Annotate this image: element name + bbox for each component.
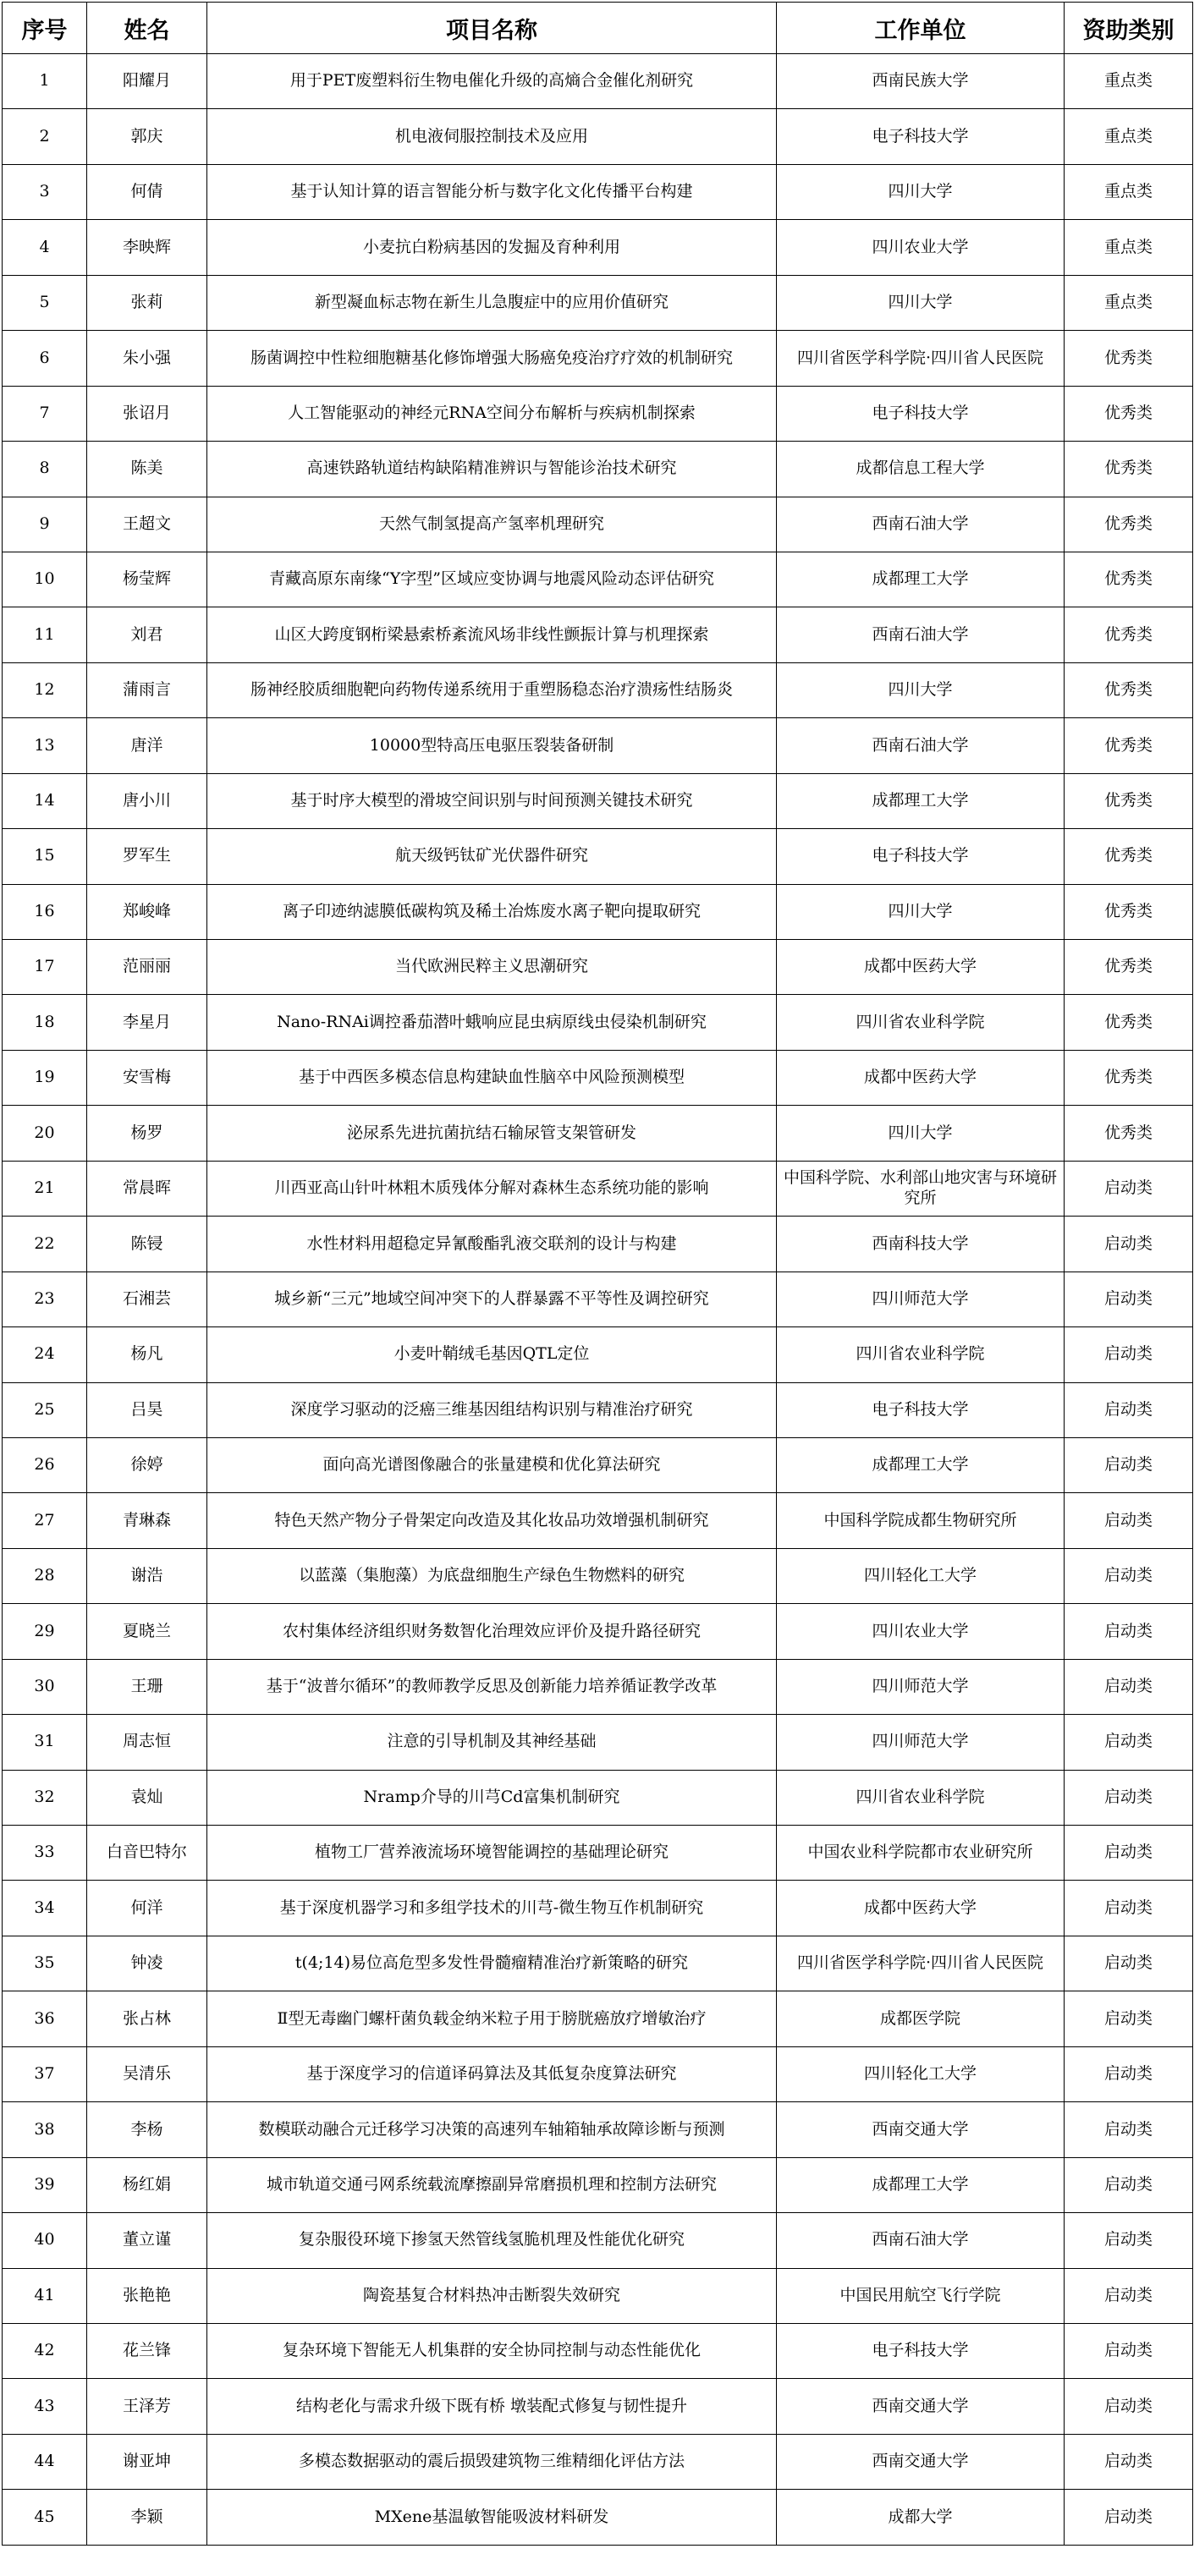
table-row xyxy=(3,1382,1193,1437)
cell-unit: 四川师范大学 xyxy=(777,1659,1065,1714)
cell-project: 植物工厂营养液流场环境智能调控的基础理论研究 xyxy=(207,1826,777,1881)
cell-category: 启动类 xyxy=(1065,2323,1193,2378)
cell-name: 郭庆 xyxy=(87,109,207,164)
cell-project: 城乡新“三元”地域空间冲突下的人群暴露不平等性及调控研究 xyxy=(207,1272,777,1326)
cell-no: 18 xyxy=(3,995,87,1050)
cell-category: 优秀类 xyxy=(1065,773,1193,828)
cell-unit: 西南交通大学 xyxy=(777,2379,1065,2434)
table-row xyxy=(3,1217,1193,1272)
cell-unit: 成都中医药大学 xyxy=(777,940,1065,995)
cell-category: 重点类 xyxy=(1065,109,1193,164)
cell-unit: 西南科技大学 xyxy=(777,1217,1065,1272)
table-row xyxy=(3,2434,1193,2489)
cell-name: 青琳森 xyxy=(87,1493,207,1548)
cell-no: 10 xyxy=(3,552,87,607)
cell-category: 重点类 xyxy=(1065,220,1193,275)
cell-no: 33 xyxy=(3,1826,87,1881)
cell-project: MXene基温敏智能吸波材料研发 xyxy=(207,2490,777,2545)
cell-unit: 四川省医学科学院·四川省人民医院 xyxy=(777,331,1065,386)
table-row xyxy=(3,940,1193,995)
cell-project: t(4;14)易位高危型多发性骨髓瘤精准治疗新策略的研究 xyxy=(207,1936,777,1991)
cell-no: 2 xyxy=(3,109,87,164)
funding-table xyxy=(2,2,1193,2546)
cell-no: 32 xyxy=(3,1770,87,1825)
cell-category: 优秀类 xyxy=(1065,497,1193,552)
cell-name: 张诏月 xyxy=(87,386,207,441)
table-row xyxy=(3,442,1193,497)
cell-project: 农村集体经济组织财务数智化治理效应评价及提升路径研究 xyxy=(207,1604,777,1659)
cell-project: 以蓝藻（集胞藻）为底盘细胞生产绿色生物燃料的研究 xyxy=(207,1548,777,1603)
cell-name: 陈美 xyxy=(87,442,207,497)
cell-no: 6 xyxy=(3,331,87,386)
cell-project: 复杂服役环境下掺氢天然管线氢脆机理及性能优化研究 xyxy=(207,2213,777,2268)
cell-unit: 电子科技大学 xyxy=(777,2323,1065,2378)
cell-name: 杨红娟 xyxy=(87,2157,207,2212)
cell-project: 机电液伺服控制技术及应用 xyxy=(207,109,777,164)
cell-name: 安雪梅 xyxy=(87,1050,207,1105)
cell-name: 徐婷 xyxy=(87,1437,207,1492)
cell-unit: 四川大学 xyxy=(777,275,1065,330)
cell-no: 24 xyxy=(3,1327,87,1382)
cell-unit: 成都理工大学 xyxy=(777,2157,1065,2212)
cell-project: 基于时序大模型的滑坡空间识别与时间预测关键技术研究 xyxy=(207,773,777,828)
table-row xyxy=(3,54,1193,109)
cell-category: 启动类 xyxy=(1065,1548,1193,1603)
cell-project: 基于认知计算的语言智能分析与数字化文化传播平台构建 xyxy=(207,164,777,219)
cell-name: 何洋 xyxy=(87,1881,207,1936)
cell-unit: 电子科技大学 xyxy=(777,829,1065,884)
cell-project: 基于“波普尔循环”的教师教学反思及创新能力培养循证教学改革 xyxy=(207,1659,777,1714)
cell-no: 26 xyxy=(3,1437,87,1492)
cell-unit: 西南石油大学 xyxy=(777,607,1065,662)
cell-no: 21 xyxy=(3,1161,87,1216)
cell-no: 28 xyxy=(3,1548,87,1603)
cell-unit: 四川省医学科学院·四川省人民医院 xyxy=(777,1936,1065,1991)
cell-unit: 中国科学院成都生物研究所 xyxy=(777,1493,1065,1548)
cell-category: 优秀类 xyxy=(1065,718,1193,773)
cell-no: 38 xyxy=(3,2102,87,2157)
cell-project: 肠菌调控中性粒细胞糖基化修饰增强大肠癌免疫治疗疗效的机制研究 xyxy=(207,331,777,386)
cell-name: 王泽芳 xyxy=(87,2379,207,2434)
cell-unit: 四川大学 xyxy=(777,662,1065,717)
cell-name: 吕昊 xyxy=(87,1382,207,1437)
cell-project: 基于深度学习的信道译码算法及其低复杂度算法研究 xyxy=(207,2046,777,2101)
table-row xyxy=(3,1493,1193,1548)
cell-unit: 西南石油大学 xyxy=(777,718,1065,773)
cell-project: 高速铁路轨道结构缺陷精准辨识与智能诊治技术研究 xyxy=(207,442,777,497)
cell-unit: 成都理工大学 xyxy=(777,552,1065,607)
cell-no: 3 xyxy=(3,164,87,219)
cell-name: 王珊 xyxy=(87,1659,207,1714)
cell-name: 杨罗 xyxy=(87,1106,207,1161)
cell-unit: 四川省农业科学院 xyxy=(777,1327,1065,1382)
table-row xyxy=(3,1327,1193,1382)
table-row xyxy=(3,1715,1193,1770)
cell-category: 优秀类 xyxy=(1065,331,1193,386)
cell-unit: 成都大学 xyxy=(777,2490,1065,2545)
cell-unit: 四川农业大学 xyxy=(777,220,1065,275)
cell-no: 35 xyxy=(3,1936,87,1991)
table-row xyxy=(3,2046,1193,2101)
cell-unit: 电子科技大学 xyxy=(777,109,1065,164)
table-row xyxy=(3,718,1193,773)
table-row xyxy=(3,829,1193,884)
cell-category: 启动类 xyxy=(1065,1770,1193,1825)
cell-project: 用于PET废塑料衍生物电催化升级的高熵合金催化剂研究 xyxy=(207,54,777,109)
cell-unit: 成都理工大学 xyxy=(777,773,1065,828)
cell-category: 优秀类 xyxy=(1065,552,1193,607)
cell-unit: 西南民族大学 xyxy=(777,54,1065,109)
cell-unit: 四川师范大学 xyxy=(777,1272,1065,1326)
cell-unit: 西南石油大学 xyxy=(777,497,1065,552)
cell-name: 张莉 xyxy=(87,275,207,330)
cell-category: 启动类 xyxy=(1065,2490,1193,2545)
table-row xyxy=(3,2323,1193,2378)
table-row xyxy=(3,1437,1193,1492)
cell-category: 重点类 xyxy=(1065,54,1193,109)
cell-unit: 四川省农业科学院 xyxy=(777,995,1065,1050)
header-row xyxy=(3,3,1193,54)
cell-unit: 四川农业大学 xyxy=(777,1604,1065,1659)
cell-category: 启动类 xyxy=(1065,1604,1193,1659)
cell-no: 45 xyxy=(3,2490,87,2545)
cell-category: 启动类 xyxy=(1065,1715,1193,1770)
table-row xyxy=(3,2102,1193,2157)
table-row xyxy=(3,1548,1193,1603)
table-row xyxy=(3,497,1193,552)
cell-no: 16 xyxy=(3,884,87,939)
table-row xyxy=(3,1659,1193,1714)
cell-name: 阳耀月 xyxy=(87,54,207,109)
cell-project: 小麦叶鞘绒毛基因QTL定位 xyxy=(207,1327,777,1382)
cell-project: 基于深度机器学习和多组学技术的川芎-微生物互作机制研究 xyxy=(207,1881,777,1936)
cell-category: 启动类 xyxy=(1065,1659,1193,1714)
cell-name: 董立谨 xyxy=(87,2213,207,2268)
cell-unit: 成都中医药大学 xyxy=(777,1050,1065,1105)
cell-project: 多模态数据驱动的震后损毁建筑物三维精细化评估方法 xyxy=(207,2434,777,2489)
cell-category: 优秀类 xyxy=(1065,995,1193,1050)
table-row xyxy=(3,662,1193,717)
cell-unit: 四川大学 xyxy=(777,1106,1065,1161)
cell-name: 张占林 xyxy=(87,1991,207,2046)
cell-name: 何倩 xyxy=(87,164,207,219)
cell-project: 山区大跨度钢桁梁悬索桥紊流风场非线性颤振计算与机理探索 xyxy=(207,607,777,662)
cell-name: 夏晓兰 xyxy=(87,1604,207,1659)
cell-name: 钟凌 xyxy=(87,1936,207,1991)
cell-name: 周志恒 xyxy=(87,1715,207,1770)
cell-name: 石湘芸 xyxy=(87,1272,207,1326)
cell-name: 谢浩 xyxy=(87,1548,207,1603)
cell-unit: 四川大学 xyxy=(777,884,1065,939)
cell-name: 李颖 xyxy=(87,2490,207,2545)
cell-name: 李杨 xyxy=(87,2102,207,2157)
cell-project: 特色天然产物分子骨架定向改造及其化妆品功效增强机制研究 xyxy=(207,1493,777,1548)
cell-category: 优秀类 xyxy=(1065,829,1193,884)
cell-category: 启动类 xyxy=(1065,1437,1193,1492)
cell-category: 重点类 xyxy=(1065,164,1193,219)
table-row xyxy=(3,2268,1193,2323)
cell-category: 优秀类 xyxy=(1065,1106,1193,1161)
cell-project: 水性材料用超稳定异氰酸酯乳液交联剂的设计与构建 xyxy=(207,1217,777,1272)
cell-unit: 电子科技大学 xyxy=(777,1382,1065,1437)
cell-category: 启动类 xyxy=(1065,1493,1193,1548)
cell-name: 李星月 xyxy=(87,995,207,1050)
cell-project: 当代欧洲民粹主义思潮研究 xyxy=(207,940,777,995)
table-row xyxy=(3,1106,1193,1161)
header-project: 项目名称 xyxy=(207,3,777,54)
table-row xyxy=(3,1770,1193,1825)
cell-no: 27 xyxy=(3,1493,87,1548)
cell-project: 数模联动融合元迁移学习决策的高速列车轴箱轴承故障诊断与预测 xyxy=(207,2102,777,2157)
cell-category: 优秀类 xyxy=(1065,386,1193,441)
cell-name: 王超文 xyxy=(87,497,207,552)
cell-no: 25 xyxy=(3,1382,87,1437)
table-row xyxy=(3,884,1193,939)
header-name: 姓名 xyxy=(87,3,207,54)
table-row xyxy=(3,220,1193,275)
cell-no: 15 xyxy=(3,829,87,884)
cell-no: 44 xyxy=(3,2434,87,2489)
cell-no: 30 xyxy=(3,1659,87,1714)
cell-no: 39 xyxy=(3,2157,87,2212)
table-row xyxy=(3,1161,1193,1216)
table-row xyxy=(3,275,1193,330)
table-body xyxy=(3,54,1193,2546)
cell-project: 天然气制氢提高产氢率机理研究 xyxy=(207,497,777,552)
cell-category: 启动类 xyxy=(1065,2379,1193,2434)
cell-category: 优秀类 xyxy=(1065,662,1193,717)
cell-project: Nano-RNAi调控番茄潜叶蛾响应昆虫病原线虫侵染机制研究 xyxy=(207,995,777,1050)
cell-project: 城市轨道交通弓网系统载流摩擦副异常磨损机理和控制方法研究 xyxy=(207,2157,777,2212)
cell-project: 肠神经胶质细胞靶向药物传递系统用于重塑肠稳态治疗溃疡性结肠炎 xyxy=(207,662,777,717)
cell-name: 杨莹辉 xyxy=(87,552,207,607)
cell-category: 启动类 xyxy=(1065,1936,1193,1991)
table-row xyxy=(3,2490,1193,2545)
table-row xyxy=(3,995,1193,1050)
cell-no: 7 xyxy=(3,386,87,441)
cell-category: 启动类 xyxy=(1065,1327,1193,1382)
table-row xyxy=(3,1881,1193,1936)
cell-project: 新型凝血标志物在新生儿急腹症中的应用价值研究 xyxy=(207,275,777,330)
cell-project: 青藏高原东南缘“Y字型”区域应变协调与地震风险动态评估研究 xyxy=(207,552,777,607)
cell-unit: 成都中医药大学 xyxy=(777,1881,1065,1936)
cell-project: 注意的引导机制及其神经基础 xyxy=(207,1715,777,1770)
cell-no: 17 xyxy=(3,940,87,995)
cell-no: 40 xyxy=(3,2213,87,2268)
cell-category: 优秀类 xyxy=(1065,1050,1193,1105)
cell-name: 刘君 xyxy=(87,607,207,662)
cell-project: 基于中西医多模态信息构建缺血性脑卒中风险预测模型 xyxy=(207,1050,777,1105)
table-row xyxy=(3,1272,1193,1326)
table-row xyxy=(3,1604,1193,1659)
cell-unit: 电子科技大学 xyxy=(777,386,1065,441)
table-row xyxy=(3,1936,1193,1991)
cell-project: 航天级钙钛矿光伏器件研究 xyxy=(207,829,777,884)
cell-category: 优秀类 xyxy=(1065,442,1193,497)
cell-no: 9 xyxy=(3,497,87,552)
cell-project: 离子印迹纳滤膜低碳构筑及稀土冶炼废水离子靶向提取研究 xyxy=(207,884,777,939)
cell-no: 1 xyxy=(3,54,87,109)
cell-unit: 西南交通大学 xyxy=(777,2102,1065,2157)
table-row xyxy=(3,2157,1193,2212)
cell-name: 袁灿 xyxy=(87,1770,207,1825)
table-row xyxy=(3,552,1193,607)
cell-name: 吴清乐 xyxy=(87,2046,207,2101)
cell-name: 唐洋 xyxy=(87,718,207,773)
cell-name: 常晨晖 xyxy=(87,1161,207,1216)
cell-category: 启动类 xyxy=(1065,2213,1193,2268)
table-row xyxy=(3,607,1193,662)
cell-unit: 四川轻化工大学 xyxy=(777,2046,1065,2101)
cell-no: 43 xyxy=(3,2379,87,2434)
header-unit: 工作单位 xyxy=(777,3,1065,54)
cell-no: 20 xyxy=(3,1106,87,1161)
cell-name: 郑峻峰 xyxy=(87,884,207,939)
cell-category: 启动类 xyxy=(1065,1272,1193,1326)
cell-name: 朱小强 xyxy=(87,331,207,386)
cell-no: 31 xyxy=(3,1715,87,1770)
cell-unit: 西南交通大学 xyxy=(777,2434,1065,2489)
cell-no: 23 xyxy=(3,1272,87,1326)
cell-name: 白音巴特尔 xyxy=(87,1826,207,1881)
cell-category: 重点类 xyxy=(1065,275,1193,330)
cell-no: 4 xyxy=(3,220,87,275)
cell-no: 42 xyxy=(3,2323,87,2378)
table-row xyxy=(3,2379,1193,2434)
cell-project: 面向高光谱图像融合的张量建模和优化算法研究 xyxy=(207,1437,777,1492)
cell-name: 李映辉 xyxy=(87,220,207,275)
table-row xyxy=(3,164,1193,219)
cell-category: 启动类 xyxy=(1065,2268,1193,2323)
cell-name: 罗军生 xyxy=(87,829,207,884)
cell-category: 启动类 xyxy=(1065,1826,1193,1881)
cell-category: 优秀类 xyxy=(1065,940,1193,995)
cell-unit: 西南石油大学 xyxy=(777,2213,1065,2268)
cell-name: 唐小川 xyxy=(87,773,207,828)
cell-no: 12 xyxy=(3,662,87,717)
cell-project: 川西亚高山针叶林粗木质残体分解对森林生态系统功能的影响 xyxy=(207,1161,777,1216)
cell-category: 启动类 xyxy=(1065,2157,1193,2212)
cell-no: 14 xyxy=(3,773,87,828)
cell-category: 启动类 xyxy=(1065,2434,1193,2489)
cell-project: Nramp介导的川芎Cd富集机制研究 xyxy=(207,1770,777,1825)
cell-name: 谢亚坤 xyxy=(87,2434,207,2489)
cell-category: 启动类 xyxy=(1065,1161,1193,1216)
cell-name: 张艳艳 xyxy=(87,2268,207,2323)
cell-unit: 中国科学院、水利部山地灾害与环境研究所 xyxy=(777,1161,1065,1216)
table-row xyxy=(3,2213,1193,2268)
cell-unit: 成都医学院 xyxy=(777,1991,1065,2046)
cell-no: 13 xyxy=(3,718,87,773)
table-row xyxy=(3,109,1193,164)
cell-unit: 四川师范大学 xyxy=(777,1715,1065,1770)
header-no: 序号 xyxy=(3,3,87,54)
cell-unit: 成都信息工程大学 xyxy=(777,442,1065,497)
cell-unit: 四川大学 xyxy=(777,164,1065,219)
header-category: 资助类别 xyxy=(1065,3,1193,54)
cell-unit: 中国农业科学院都市农业研究所 xyxy=(777,1826,1065,1881)
table-row xyxy=(3,331,1193,386)
cell-project: 人工智能驱动的神经元RNA空间分布解析与疾病机制探索 xyxy=(207,386,777,441)
cell-no: 22 xyxy=(3,1217,87,1272)
cell-category: 启动类 xyxy=(1065,2102,1193,2157)
cell-project: 泌尿系先进抗菌抗结石输尿管支架管研发 xyxy=(207,1106,777,1161)
cell-no: 34 xyxy=(3,1881,87,1936)
cell-name: 花兰锋 xyxy=(87,2323,207,2378)
table-row xyxy=(3,1991,1193,2046)
cell-category: 优秀类 xyxy=(1065,607,1193,662)
cell-category: 启动类 xyxy=(1065,2046,1193,2101)
cell-category: 启动类 xyxy=(1065,1217,1193,1272)
cell-no: 11 xyxy=(3,607,87,662)
table-row xyxy=(3,1826,1193,1881)
table-row xyxy=(3,386,1193,441)
cell-project: Ⅱ型无毒幽门螺杆菌负载金纳米粒子用于膀胱癌放疗增敏治疗 xyxy=(207,1991,777,2046)
cell-no: 19 xyxy=(3,1050,87,1105)
cell-project: 结构老化与需求升级下既有桥 墩装配式修复与韧性提升 xyxy=(207,2379,777,2434)
cell-name: 范丽丽 xyxy=(87,940,207,995)
cell-name: 杨凡 xyxy=(87,1327,207,1382)
cell-name: 蒲雨言 xyxy=(87,662,207,717)
cell-unit: 四川省农业科学院 xyxy=(777,1770,1065,1825)
cell-project: 10000型特高压电驱压裂装备研制 xyxy=(207,718,777,773)
cell-unit: 成都理工大学 xyxy=(777,1437,1065,1492)
cell-no: 5 xyxy=(3,275,87,330)
cell-project: 深度学习驱动的泛癌三维基因组结构识别与精准治疗研究 xyxy=(207,1382,777,1437)
cell-project: 复杂环境下智能无人机集群的安全协同控制与动态性能优化 xyxy=(207,2323,777,2378)
cell-category: 启动类 xyxy=(1065,1991,1193,2046)
cell-unit: 中国民用航空飞行学院 xyxy=(777,2268,1065,2323)
cell-project: 小麦抗白粉病基因的发掘及育种利用 xyxy=(207,220,777,275)
table-row xyxy=(3,773,1193,828)
cell-category: 优秀类 xyxy=(1065,884,1193,939)
cell-no: 29 xyxy=(3,1604,87,1659)
cell-project: 陶瓷基复合材料热冲击断裂失效研究 xyxy=(207,2268,777,2323)
table-row xyxy=(3,1050,1193,1105)
cell-no: 36 xyxy=(3,1991,87,2046)
cell-category: 启动类 xyxy=(1065,1382,1193,1437)
cell-name: 陈锓 xyxy=(87,1217,207,1272)
cell-unit: 四川轻化工大学 xyxy=(777,1548,1065,1603)
cell-category: 启动类 xyxy=(1065,1881,1193,1936)
cell-no: 8 xyxy=(3,442,87,497)
cell-no: 37 xyxy=(3,2046,87,2101)
cell-no: 41 xyxy=(3,2268,87,2323)
